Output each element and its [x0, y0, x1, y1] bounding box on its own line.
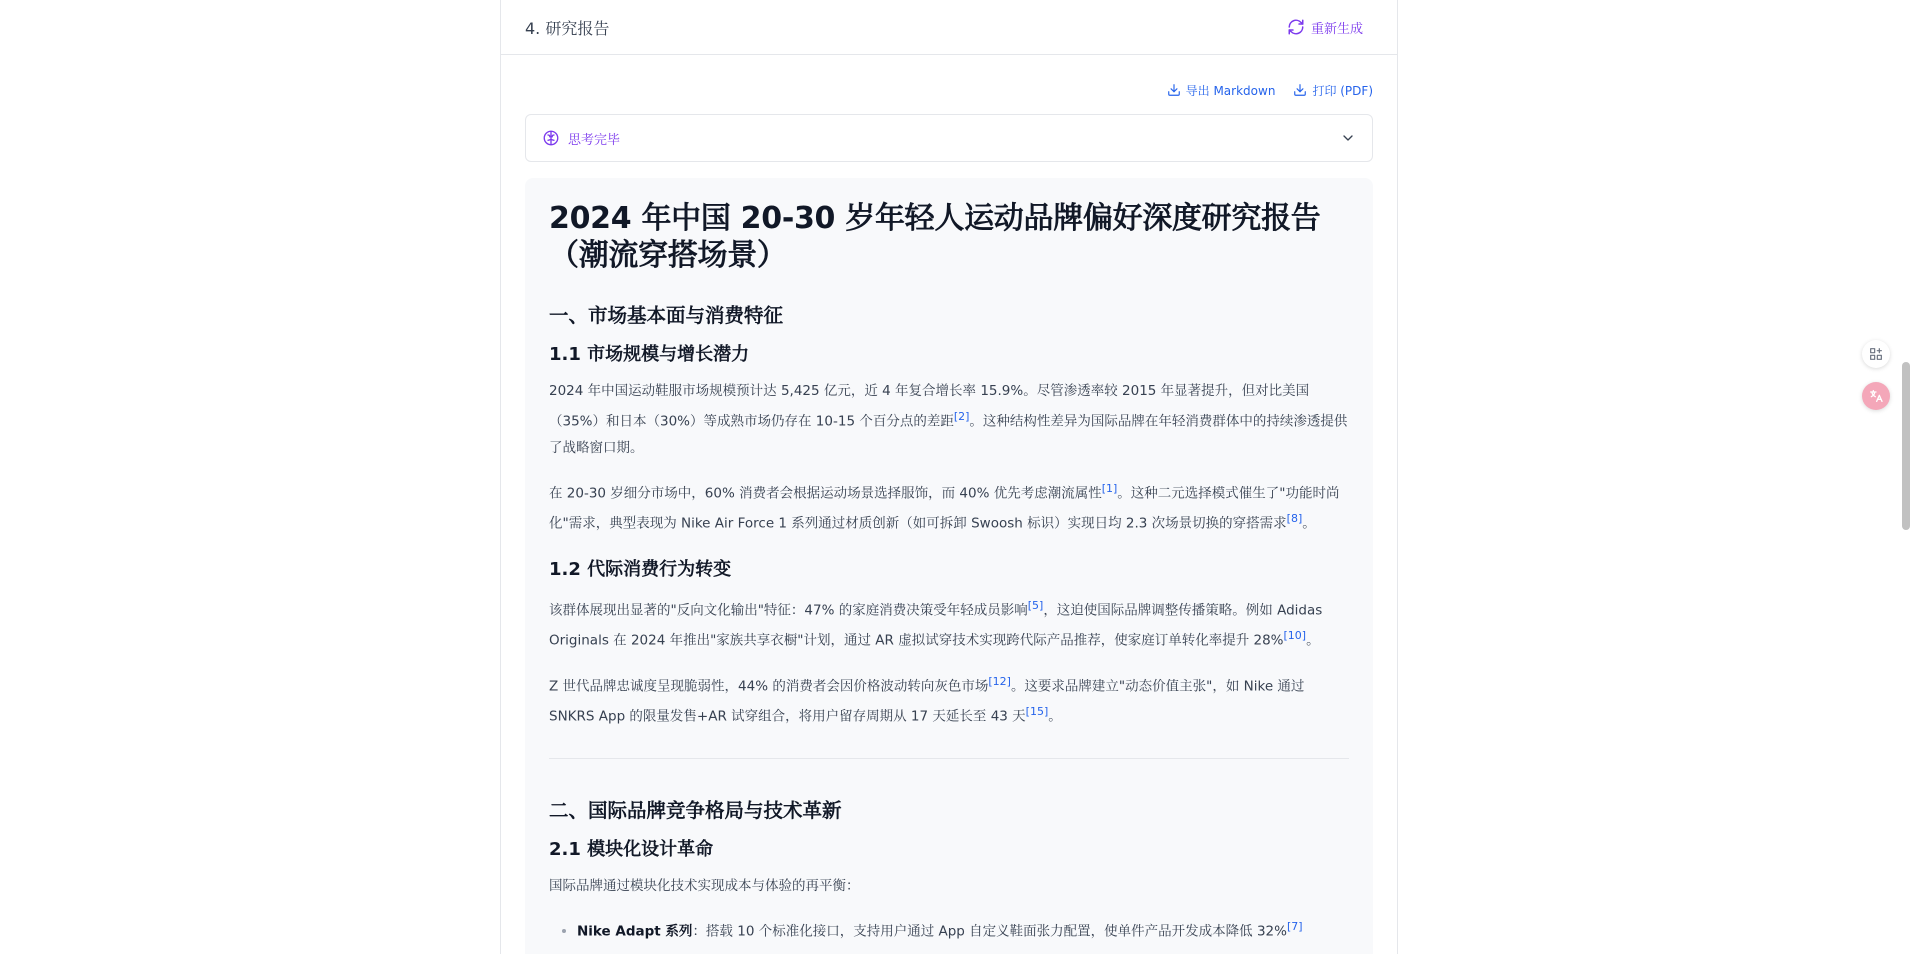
download-icon: [1167, 83, 1181, 97]
citation-link[interactable]: [7]: [1286, 919, 1303, 933]
download-icon: [1293, 83, 1307, 97]
apps-add-icon: [1868, 346, 1884, 362]
paragraph: Z 世代品牌忠诚度呈现脆弱性，44% 的消费者会因价格波动转向灰色市场[12]。这要求品牌建立"动态价值主张"，如 Nike 通过 SNKRS App 的限量发售+AR 试穿组合，将用户留存周期从 17 天延长至 43 天[15]。: [549, 674, 1305, 725]
export-actions: [501, 55, 1397, 113]
apps-add-button[interactable]: [1862, 340, 1890, 368]
divider: [549, 758, 1349, 759]
thinking-collapse-toggle[interactable]: [525, 114, 1373, 162]
print-pdf-button[interactable]: [1293, 82, 1373, 99]
step-title: 4. 研究报告: [525, 18, 610, 38]
page-scrollbar[interactable]: [1900, 0, 1912, 954]
citation-link[interactable]: [10]: [1283, 629, 1307, 642]
paragraph: 在 20-30 岁细分市场中，60% 消费者会根据运动场景选择服饰，而 40% 优先考虑潮流属性[1]。这种二元选择模式催生了"功能时尚化"需求，典型表现为 Nike Air Force 1 系列通过材质创新（如可拆卸 Swoosh 标识）实现日均 2.3 次场景切换的穿搭需求[8]。: [549, 481, 1340, 532]
citation-link[interactable]: [8]: [1286, 512, 1303, 525]
subsection-heading: 2.1 模块化设计革命: [549, 838, 714, 860]
report-title: 2024 年中国 20-30 岁年轻人运动品牌偏好深度研究报告（潮流穿搭场景）: [549, 201, 1321, 273]
paragraph: 2024 年中国运动鞋服市场规模预计达 5,425 亿元，近 4 年复合增长率 15.9%。尽管渗透率较 2015 年显著提升，但对比美国（35%）和日本（30%）等成熟市场仍存在 10-15 个百分点的差距[2]。这种结构性差异为国际品牌在年轻消费群体中的持续渗透提供了战略窗口期。: [549, 383, 1348, 456]
regenerate-button[interactable]: [1287, 18, 1363, 37]
translate-icon: [1868, 388, 1884, 404]
paragraph: 国际品牌通过模块化技术实现成本与体验的再平衡：: [549, 877, 860, 894]
export-markdown-label: 导出 Markdown: [1185, 83, 1276, 98]
translate-button[interactable]: [1862, 382, 1890, 410]
refresh-icon: [1287, 18, 1305, 36]
export-markdown-button[interactable]: [1167, 82, 1276, 99]
bullet-list: [549, 914, 1349, 945]
citation-link[interactable]: [15]: [1025, 705, 1049, 718]
brain-icon: [542, 129, 560, 147]
regenerate-label: 重新生成: [1310, 21, 1363, 37]
subsection-heading: 1.2 代际消费行为转变: [549, 558, 732, 580]
citation-link[interactable]: [12]: [988, 674, 1011, 688]
section-heading: 一、市场基本面与消费特征: [549, 304, 784, 327]
list-item: • Nike Adapt 系列：搭载 10 个标准化接口，支持用户通过 App 自定义鞋面张力配置，使单件产品开发成本降低 32%[7]: [577, 914, 1349, 945]
report-panel: [500, 0, 1398, 954]
citation-link[interactable]: [5]: [1027, 598, 1044, 612]
thinking-label: 思考完毕: [568, 132, 621, 148]
subsection-heading: 1.1 市场规模与增长潜力: [549, 344, 750, 365]
citation-link[interactable]: [1]: [1101, 481, 1118, 495]
paragraph: 该群体展现出显著的"反向文化输出"特征：47% 的家庭消费决策受年轻成员影响[5]，这迫使国际品牌调整传播策略。例如 Adidas Originals 在 2024 年推出"家族共享衣橱"计划，通过 AR 虚拟试穿技术实现跨代际产品推荐，使家庭订单转化率提升 28%[10]。: [549, 598, 1323, 649]
chevron-down-icon: [1340, 130, 1356, 146]
report-content: [525, 178, 1373, 954]
print-pdf-label: 打印 (PDF): [1312, 83, 1373, 98]
floating-toolbar: [1862, 340, 1890, 410]
scrollbar-thumb[interactable]: [1902, 362, 1910, 530]
step-header: [501, 0, 1397, 55]
section-heading: 二、国际品牌竞争格局与技术革新: [549, 798, 842, 822]
citation-link[interactable]: [2]: [953, 410, 970, 423]
